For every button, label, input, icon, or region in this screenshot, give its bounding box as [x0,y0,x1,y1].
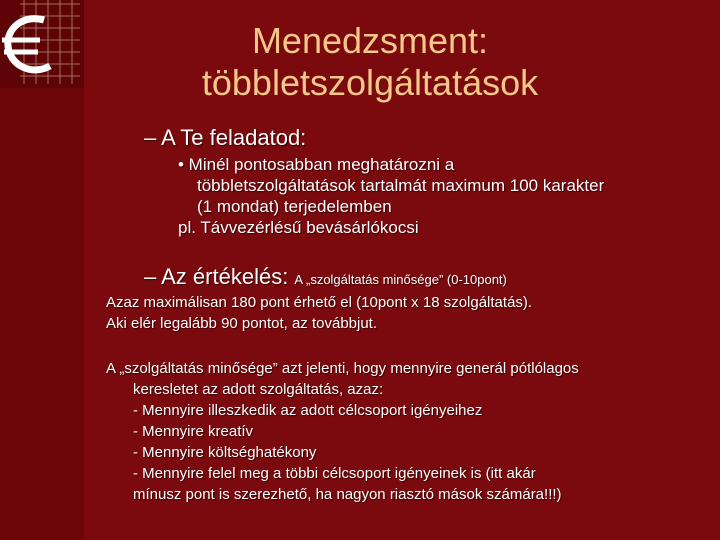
title-line-2: többletszolgáltatások [201,62,539,103]
quality-line-2: keresletet az adott szolgáltatás, azaz: [133,381,384,398]
title-line-1: Menedzsment: [251,20,489,61]
page-title [120,20,620,104]
quality-line-1: A „szolgáltatás minősége” azt jelenti, hogy mennyire generál pótlólagos [106,360,579,377]
task-bullet [178,154,604,217]
task-bullet-line-2: többletszolgáltatások tartalmát maximum 100 karakter [197,176,605,195]
scoring-text [106,292,532,334]
evaluation-note: A „szolgáltatás minősége” (0-10pont) [294,272,507,287]
task-bullet-line-1: • Minél pontosabban meghatározni a [178,155,455,174]
quality-item: - Mennyire illeszkedik az adott célcsoport igényeihez [133,402,483,419]
quality-item: - Mennyire költséghatékony [133,444,317,461]
quality-text [106,358,579,505]
task-bullet-line-3: (1 mondat) terjedelemben [197,197,392,216]
scoring-line-2: Aki elér legalább 90 pontot, az továbbjut. [106,315,378,332]
quality-item: - Mennyire kreatív [133,423,254,440]
quality-item: - Mennyire felel meg a többi célcsoport igényeinek is (itt akár [133,465,536,482]
evaluation-heading [144,264,507,290]
evaluation-heading-label: – Az értékelés: [144,264,295,289]
logo-icon [0,0,84,88]
scoring-line-1: Azaz maximálisan 180 pont érhető el (10pont x 18 szolgáltatás). [106,294,533,311]
task-heading: – A Te feladatod: [144,125,307,150]
task-example: pl. Távvezérlésű bevásárlókocsi [178,218,419,237]
quality-item: mínusz pont is szerezhető, ha nagyon riasztó mások számára!!!) [133,486,562,503]
